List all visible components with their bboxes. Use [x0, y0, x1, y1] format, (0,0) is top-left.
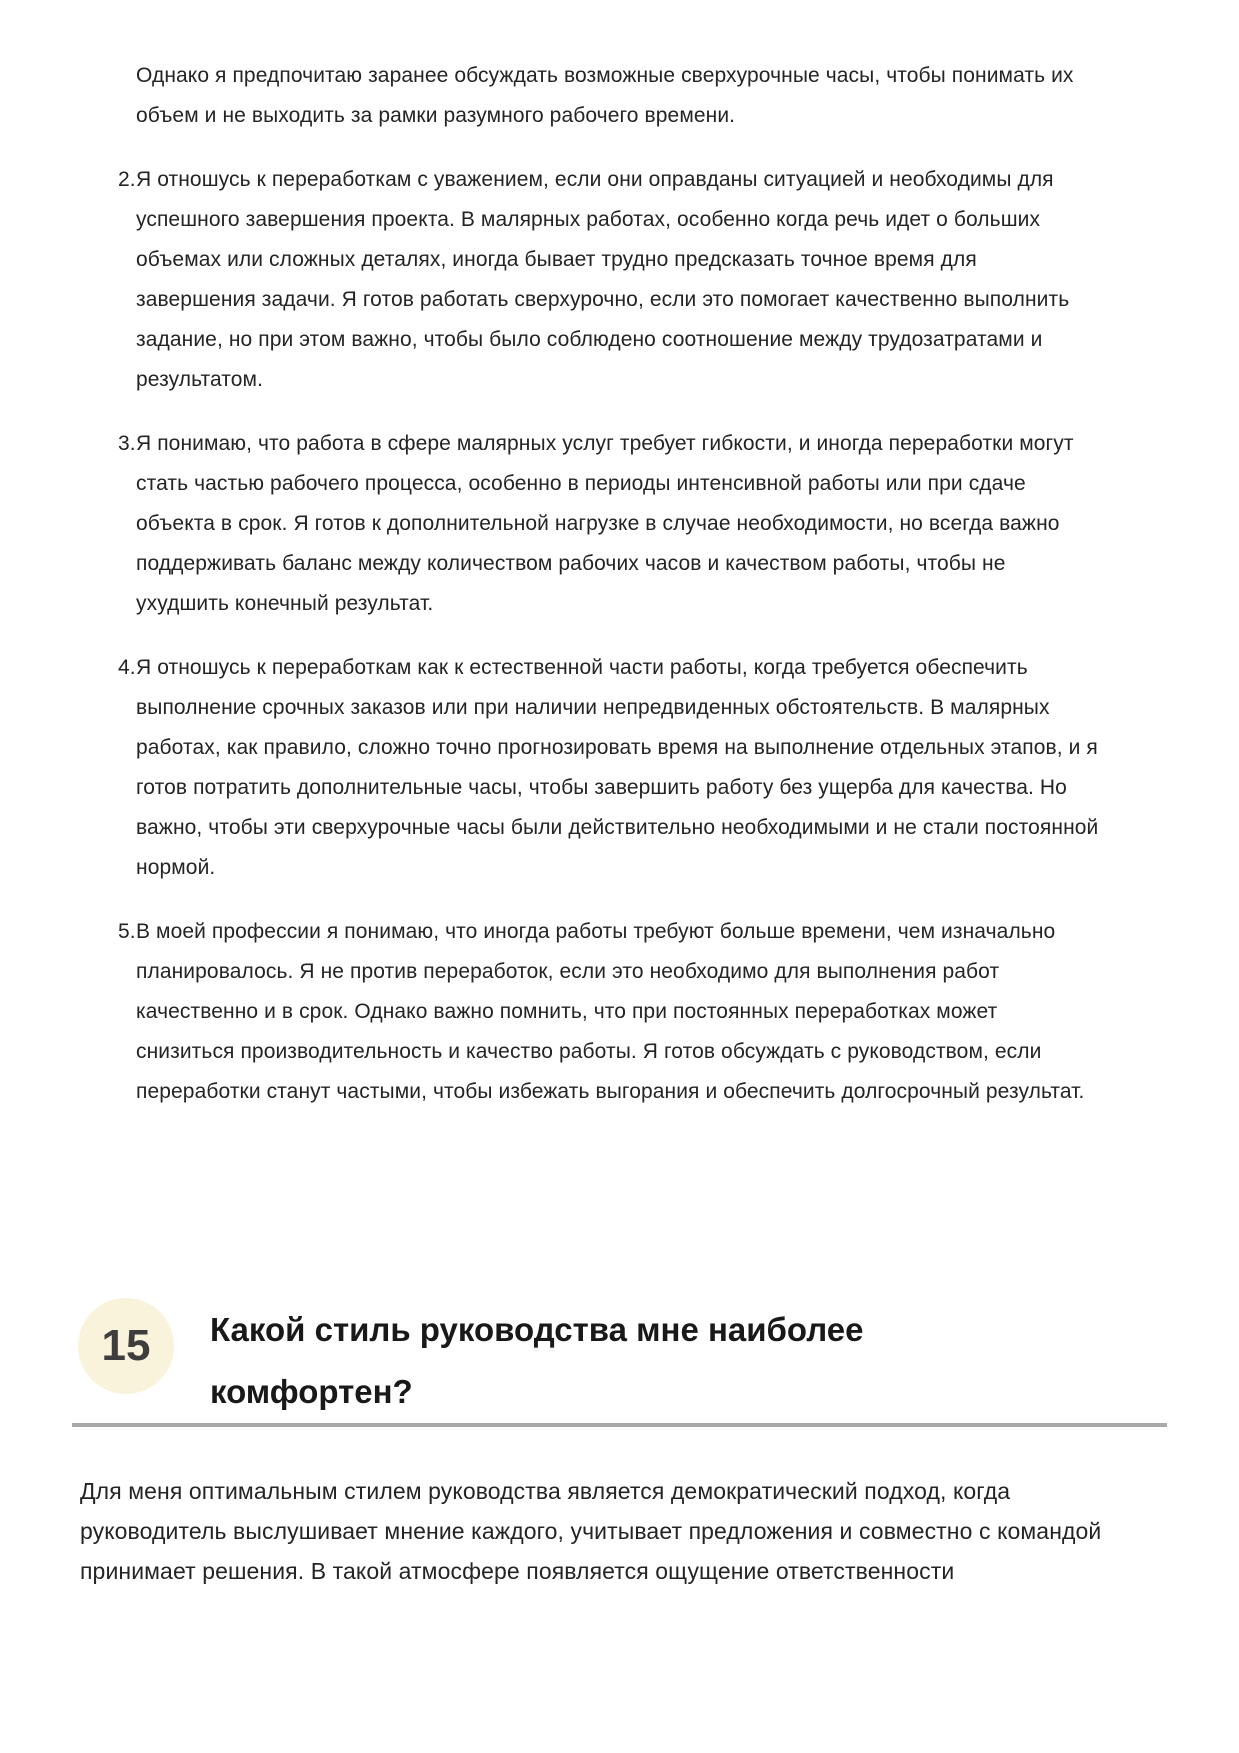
list-item-number: 2. [118, 168, 136, 191]
section-divider [72, 1423, 1167, 1427]
answer-paragraph: Для меня оптимальным стилем руководства является демократический подход, когда руководитель выслушивает мнение каждого, учитывает предложения и совместно с командой принимает решения. В такой атмосфере появляется ощущение ответственности [80, 1478, 1102, 1584]
list-item-number: 5. [118, 920, 136, 943]
answer-list-item [80, 424, 1101, 624]
question-number-badge [78, 1298, 174, 1394]
answer-list-item [80, 912, 1101, 1112]
list-item-text: Я отношусь к переработкам с уважением, если они оправданы ситуацией и необходимы для успешного завершения проекта. В малярных работах, особенно когда речь идет о больших объемах или сложных деталях, иногда бывает трудно предсказать точное время для завершения задачи. Я готов работать сверхурочно, если это помогает качественно выполнить задание, но при этом важно, чтобы было соблюдено соотношение между трудозатратами и результатом. [136, 168, 1070, 391]
list-item-text: В моей профессии я понимаю, что иногда работы требуют больше времени, чем изначально планировалось. Я не против переработок, если это необходимо для выполнения работ качественно и в срок. Однако важно помнить, что при постоянных переработках может снизиться производительность и качество работы. Я готов обсуждать с руководством, если переработки станут частыми, чтобы избежать выгорания и обеспечить долгосрочный результат. [136, 920, 1085, 1103]
question-number: 15 [101, 1321, 151, 1370]
question-title: Какой стиль руководства мне наиболее комфортен? [210, 1311, 864, 1410]
answer-list-item [80, 160, 1101, 400]
list-item-number: 4. [118, 656, 136, 679]
list-item-text: Я отношусь к переработкам как к естественной части работы, когда требуется обеспечить выполнение срочных заказов или при наличии непредвиденных обстоятельств. В малярных работах, как правило, сложно точно прогнозировать время на выполнение отдельных этапов, и я готов потратить дополнительные часы, чтобы завершить работу без ущерба для качества. Но важно, чтобы эти сверхурочные часы были действительно необходимыми и не стали постоянной нормой. [136, 656, 1099, 879]
answer-list [80, 160, 1159, 1112]
list-item-number: 3. [118, 432, 136, 455]
answer-list-item [80, 648, 1101, 888]
question-header [80, 1298, 1159, 1423]
list-item-text: Я понимаю, что работа в сфере малярных услуг требует гибкости, и иногда переработки могут стать частью рабочего процесса, особенно в периоды интенсивной работы или при сдаче объекта в срок. Я готов к дополнительной нагрузке в случае необходимости, но всегда важно поддерживать баланс между количеством рабочих часов и качеством работы, чтобы не ухудшить конечный результат. [136, 432, 1074, 615]
continuation-paragraph: Однако я предпочитаю заранее обсуждать возможные сверхурочные часы, чтобы понимать их объем и не выходить за рамки разумного рабочего времени. [136, 64, 1074, 127]
